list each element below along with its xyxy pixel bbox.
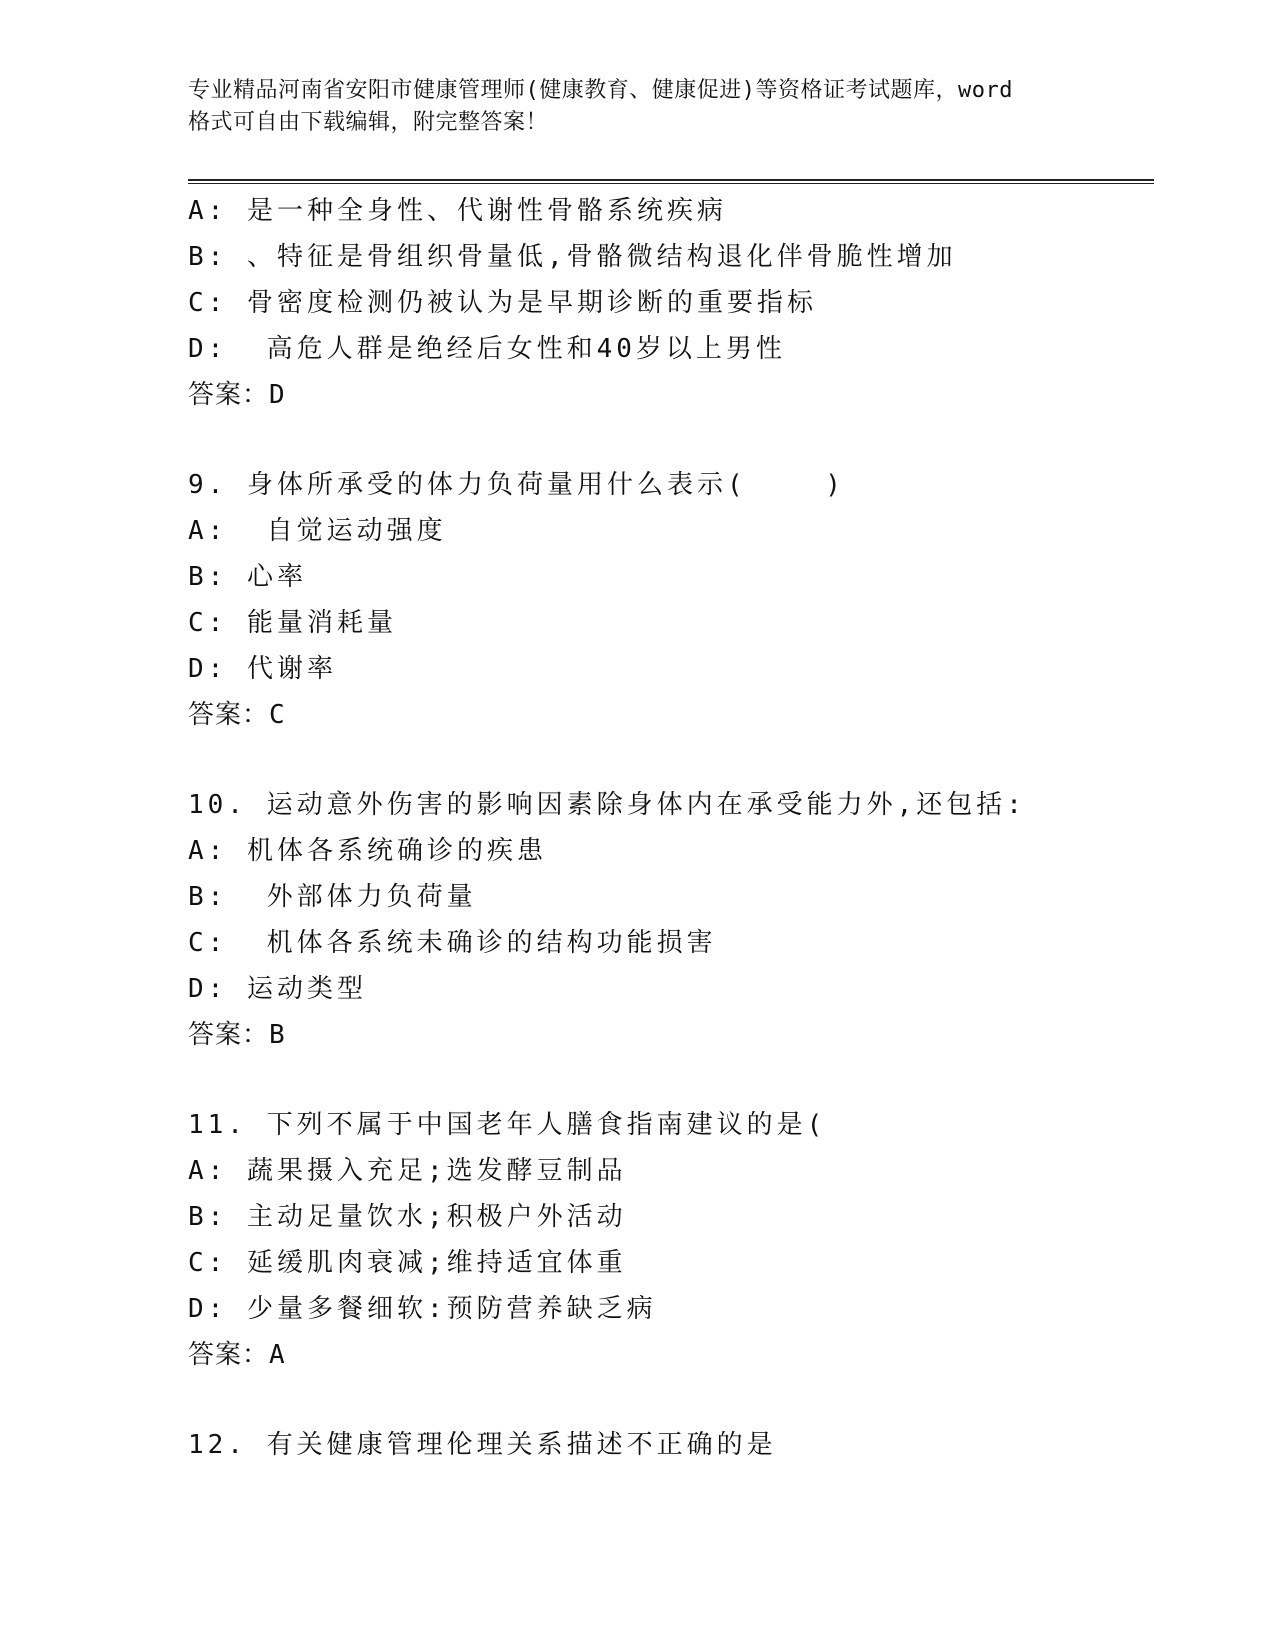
question-text: 9. 身体所承受的体力负荷量用什么表示( )	[188, 470, 845, 500]
answer-label: 答案：	[188, 1020, 270, 1050]
option-item: A: 蔬果摄入充足;选发酵豆制品	[188, 1156, 627, 1186]
question-block	[188, 1102, 1148, 1378]
option-item: C: 能量消耗量	[188, 608, 397, 638]
header-line-1: 专业精品河南省安阳市健康管理师(健康教育、健康促进)等资格证考试题库，word	[188, 78, 1013, 103]
option-item: D: 运动类型	[188, 974, 367, 1004]
answer-label: 答案：	[188, 700, 270, 730]
question-block	[188, 782, 1148, 1058]
option-item: C: 机体各系统未确诊的结构功能损害	[188, 928, 717, 958]
question-text: 11. 下列不属于中国老年人膳食指南建议的是(	[188, 1110, 827, 1140]
answer-line	[188, 1332, 1148, 1378]
question-list	[188, 188, 1148, 1468]
option-item: B: 主动足量饮水;积极户外活动	[188, 1202, 627, 1232]
document-header	[188, 75, 1088, 139]
answer-value: D	[269, 380, 286, 410]
option-item: B: 、特征是骨组织骨量低,骨骼微结构退化伴骨脆性增加	[188, 242, 957, 272]
option-item: A: 机体各系统确诊的疾患	[188, 836, 547, 866]
answer-line	[188, 1012, 1148, 1058]
answer-value: A	[269, 1340, 286, 1370]
header-divider	[188, 179, 1154, 184]
question-text: 10. 运动意外伤害的影响因素除身体内在承受能力外,还包括:	[188, 790, 1026, 820]
option-item: D: 代谢率	[188, 654, 337, 684]
option-item: B: 外部体力负荷量	[188, 882, 477, 912]
question-block	[188, 188, 1148, 418]
question-text: 12. 有关健康管理伦理关系描述不正确的是	[188, 1430, 777, 1460]
block-spacer	[188, 1378, 1148, 1422]
block-spacer	[188, 418, 1148, 462]
answer-line	[188, 372, 1148, 418]
header-line-2: 格式可自由下载编辑，附完整答案！	[188, 110, 549, 135]
option-item: D: 高危人群是绝经后女性和40岁以上男性	[188, 334, 786, 364]
option-item: A: 是一种全身性、代谢性骨骼系统疾病	[188, 196, 727, 226]
answer-line	[188, 692, 1148, 738]
block-spacer	[188, 738, 1148, 782]
answer-value: C	[269, 700, 286, 730]
block-spacer	[188, 1058, 1148, 1102]
option-item: C: 骨密度检测仍被认为是早期诊断的重要指标	[188, 288, 817, 318]
question-block	[188, 462, 1148, 738]
option-item: C: 延缓肌肉衰减;维持适宜体重	[188, 1248, 627, 1278]
option-item: A: 自觉运动强度	[188, 516, 447, 546]
option-item: D: 少量多餐细软:预防营养缺乏病	[188, 1294, 657, 1324]
question-block	[188, 1422, 1148, 1468]
answer-value: B	[269, 1020, 286, 1050]
option-item: B: 心率	[188, 562, 307, 592]
answer-label: 答案：	[188, 1340, 270, 1370]
answer-label: 答案：	[188, 380, 270, 410]
